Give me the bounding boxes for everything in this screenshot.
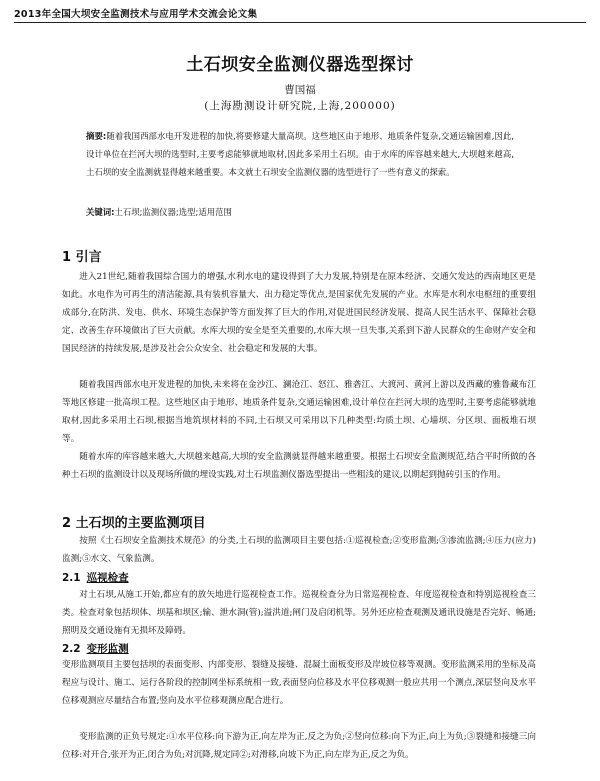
- abstract: [86, 127, 514, 181]
- keywords-text: 土石坝;监测仪器;选型;适用范围: [114, 207, 232, 217]
- keywords-label: 关键词:: [86, 207, 115, 217]
- intro-paragraph-1: 进入21世纪,随着我国综合国力的增强,水利水电的建设得到了大力发展,特别是在原本经济、交通欠发达的西南地区更是如此。水电作为可再生的清洁能源,具有装机容量大、出力稳定等优点,是国家优先发展的产业。水库是水利水电枢纽的重要组成部分,在防洪、发电、供水、环境生态保护等方面发挥了巨大的作用,对促进国民经济发展、提高人民生活水平、保障社会稳定、改善生存环境做出了巨大贡献。水库大坝的安全是至关重要的,水库大坝一旦失事,关系到下游人民群众的生命财产安全和国民经济的持续发展,是涉及社会公众安全、社会稳定和发展的大事。: [62, 272, 536, 354]
- intro-paragraph-2: 随着我国西部水电开发进程的加快,未来将在金沙江、澜沧江、怒江、雅砻江、大渡河、黄河上游以及西藏的雅鲁藏布江等地区修建一批高坝工程。这些地区由于地形、地质条件复杂,交通运输困难,设计单位在拦河大坝的选型时,主要考虑能够就地取材,因此多采用土石坝,根据当地筑坝材料的不同,土石坝又可采用以下几种类型:均质土坝、心墙坝、分区坝、面板堆石坝等。: [62, 380, 536, 444]
- abstract-label: 摘要:: [86, 131, 107, 141]
- section-heading-monitoring-items: 2 土石坝的主要监测项目: [62, 516, 206, 531]
- author-affiliation: (上海勘测设计研究院,上海,200000): [204, 100, 396, 112]
- subsection-heading-inspection: [62, 570, 129, 585]
- subsection-heading-deformation: [62, 641, 129, 656]
- subsection-number: 2.1: [62, 572, 81, 584]
- paper-title: 土石坝安全监测仪器选型探讨: [186, 55, 414, 75]
- monitoring-items-paragraph: 按照《土石坝安全监测技术规范》的分类,土石坝的监测项目主要包括:①巡视检查;②变形监测;③渗流监测;④压力(应力)监测;⑤水文、气象监测。: [62, 536, 536, 564]
- subsection-number: 2.2: [62, 643, 81, 655]
- inspection-paragraph: 对土石坝,从施工开始,都应有的放矢地进行巡视检查工作。巡视检查分为日常巡视检查、年度巡视检查和特别巡视检查三类。检查对象包括坝体、坝基和坝区;输、泄水洞(管);溢洪道;闸门及启闭机等。另外还应检查观测及通讯设施是否完好、畅通;照明及交通设施有无损坏及障碍。: [62, 590, 536, 636]
- subsection-title: 巡视检查: [86, 572, 129, 584]
- abstract-text: 随着我国西部水电开发进程的加快,将要修建大量高坝。这些地区由于地形、地质条件复杂,交通运输困难,因此,设计单位在拦河大坝的选型时,主要考虑能够就地取材,因此多采用土石坝。由于水库的库容越来越大,大坝越来越高,土石坝的安全监测就显得越来越重要。本文就土石坝安全监测仪器的选型进行了一些有意义的探索。: [86, 131, 514, 177]
- deformation-paragraph-1: 变形监测项目主要包括坝的表面变形、内部变形、裂缝及接缝、混凝土面板变形及岸坡位移等观测。变形监测采用的坐标及高程应与设计、施工、运行各阶段的控制网坐标系统相一致,表面竖向位移及水平位移观测一般应共用一个测点,深层竖向及水平位移观测应尽量结合布置;竖向及水平位移观测应配合进行。: [62, 660, 536, 706]
- running-head: 2013年全国大坝安全监测技术与应用学术交流会论文集: [14, 9, 258, 20]
- keywords: [86, 206, 514, 218]
- subsection-title: 变形监测: [86, 643, 129, 655]
- header-rule: [14, 22, 586, 23]
- intro-paragraph-3: 随着水库的库容越来越大,大坝越来越高,大坝的安全监测就显得越来越重要。根据土石坝安全监测规范,结合平时所做的各种土石坝的监测设计以及现场所做的埋设实践,对土石坝监测仪器选型提出一些粗浅的建议,以期起到抛砖引玉的作用。: [62, 452, 536, 480]
- deformation-paragraph-2: 变形监测的正负号规定:①水平位移:向下游为正,向左岸为正,反之为负;②竖向位移:向下为正,向上为负;③裂缝和接缝三向位移:对开合,张开为正,闭合为负;对沉降,规定同②;对滑移,向坡下为正,向左岸为正,反之为负。: [62, 732, 536, 760]
- author-name: 曹国福: [284, 84, 316, 96]
- section-heading-intro: 1 引言: [62, 250, 102, 265]
